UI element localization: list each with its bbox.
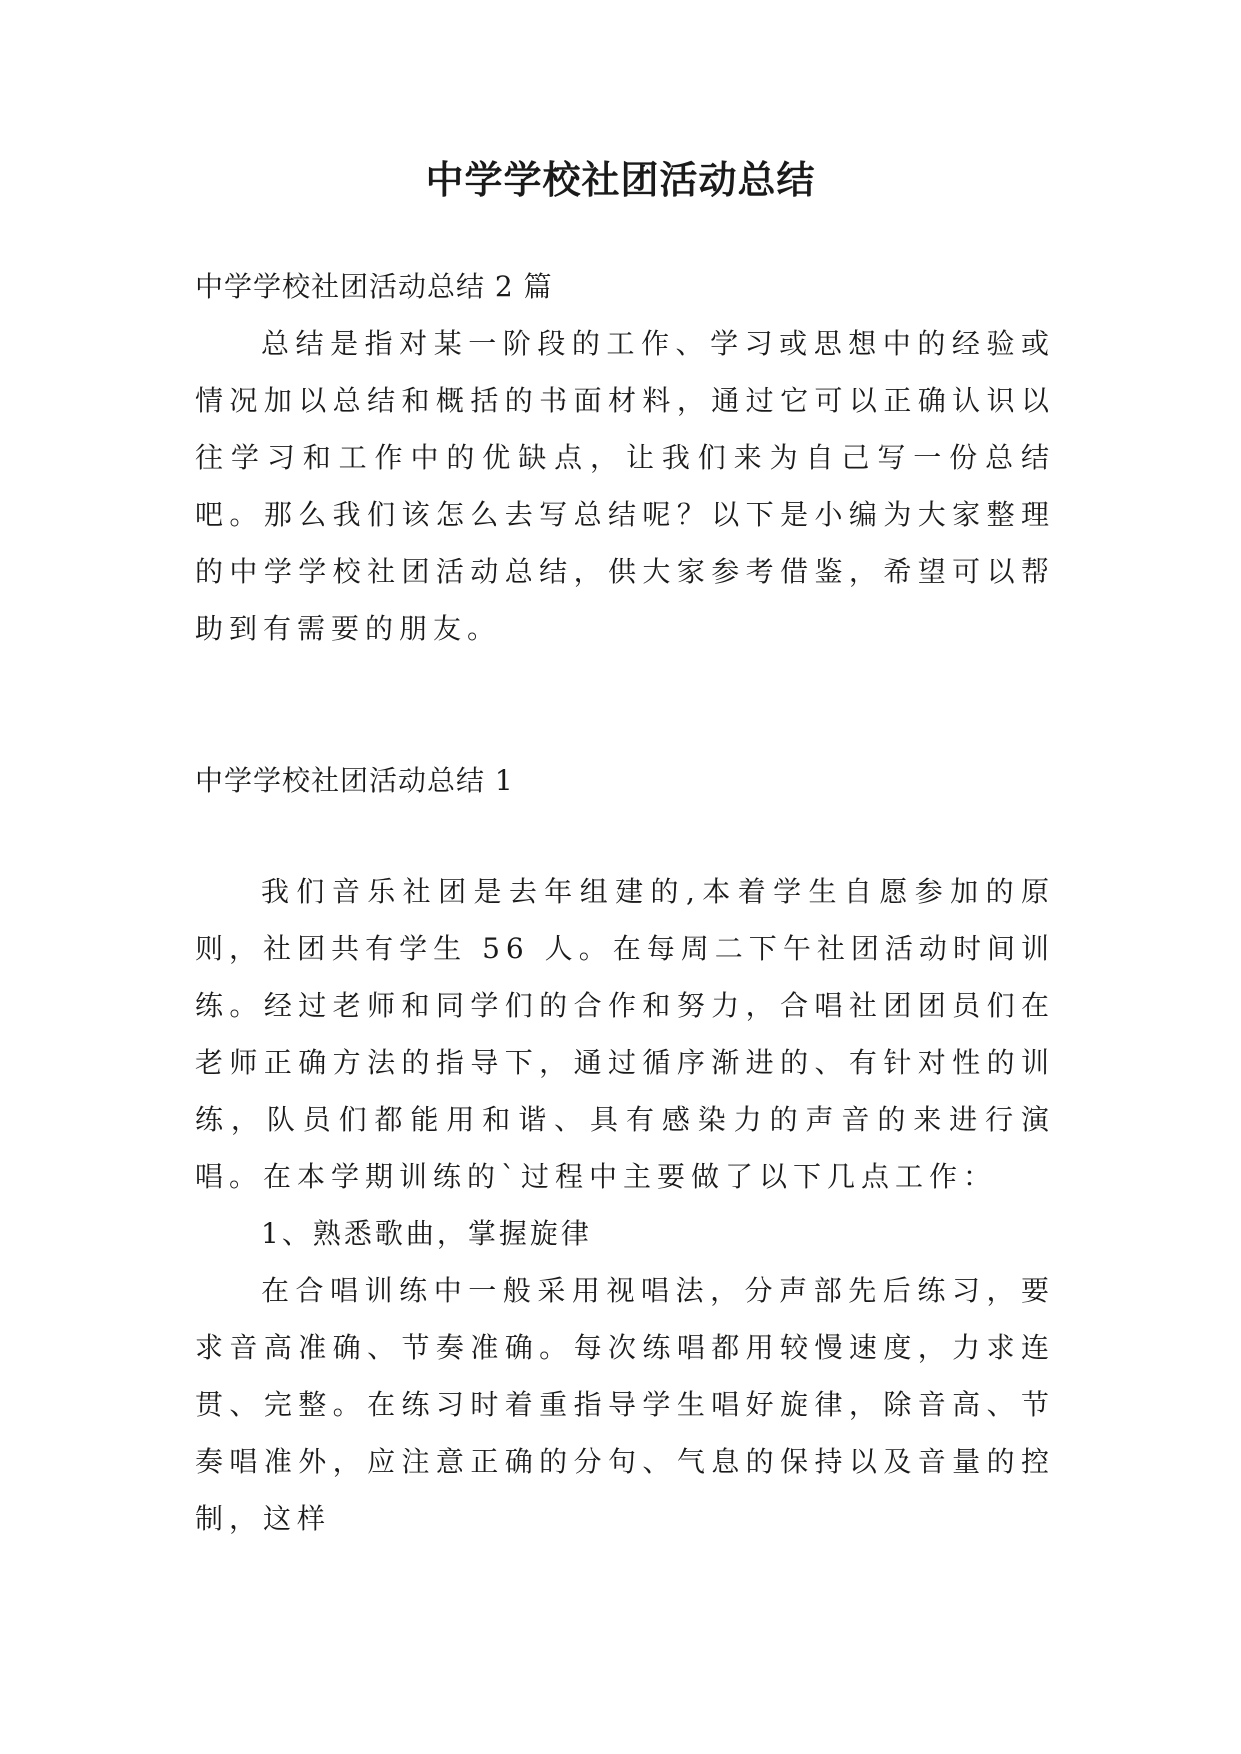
body-paragraph-1: 我们音乐社团是去年组建的,本着学生自愿参加的原则，社团共有学生 56 人。在每周二下午社团活动时间训练。经过老师和同学们的合作和努力，合唱社团团员们在老师正确方法的指导下，通过循序渐进的、有针对性的训练，队员们都能用和谐、具有感染力的声音的来进行演唱。在本学期训练的`过程中主要做了以下几点工作： [195, 875, 1055, 1193]
intro-paragraph: 总结是指对某一阶段的工作、学习或思想中的经验或情况加以总结和概括的书面材料，通过它可以正确认识以往学习和工作中的优缺点，让我们来为自己写一份总结吧。那么我们该怎么去写总结呢？以下是小编为大家整理的中学学校社团活动总结，供大家参考借鉴，希望可以帮助到有需要的朋友。 [195, 327, 1055, 645]
document-title: 中学学校社团活动总结 [425, 157, 816, 202]
section-heading: 中学学校社团活动总结 1 [195, 764, 514, 797]
document-subtitle: 中学学校社团活动总结 2 篇 [195, 270, 553, 303]
body-paragraph-2: 在合唱训练中一般采用视唱法，分声部先后练习，要求音高准确、节奏准确。每次练唱都用较慢速度，力求连贯、完整。在练习时着重指导学生唱好旋律，除音高、节奏唱准外，应注意正确的分句、气息的保持以及音量的控制，这样 [195, 1274, 1055, 1535]
list-item-1: 1、熟悉歌曲，掌握旋律 [261, 1217, 592, 1250]
